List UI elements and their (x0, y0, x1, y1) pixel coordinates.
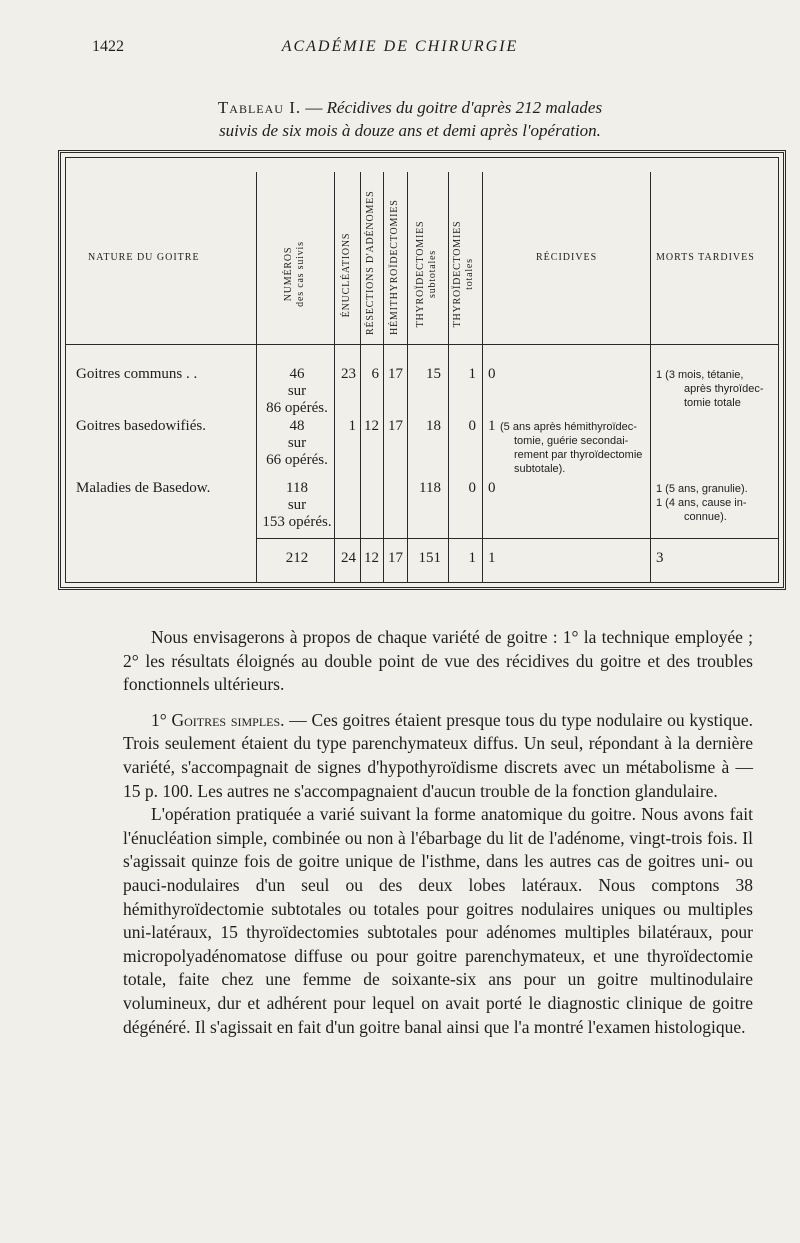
header-rule (66, 344, 778, 345)
total-hemithyro: 17 (388, 550, 403, 566)
recurrence-table (58, 150, 786, 590)
header-subtotales-line1: THYROÏDECTOMIES (415, 220, 426, 328)
caption-line1: Récidives du goitre d'après 212 malades (326, 98, 603, 117)
total-recidives: 1 (488, 550, 496, 566)
header-resections: RÉSECTIONS D'ADÉNOMES (365, 190, 376, 335)
totals-rule (256, 538, 778, 539)
row1-morts (656, 368, 786, 410)
row2-totales: 0 (468, 418, 476, 434)
row2-cases-sur: sur (287, 435, 307, 451)
row3-morts-line: 1 (4 ans, cause in- (656, 497, 747, 509)
row2-recidives: 1 (488, 418, 496, 434)
header-hemithyro: HÉMITHYROÏDECTOMIES (389, 199, 400, 335)
table-caption (60, 96, 760, 142)
header-subtotales (415, 214, 439, 334)
row3-totales: 0 (468, 480, 476, 496)
row3-subtotales: 118 (419, 480, 441, 496)
caption-label: Tableau I. (217, 98, 302, 117)
row1-morts-line: après thyroïdec- (684, 383, 764, 395)
body-text (123, 626, 753, 1039)
total-enucleations: 24 (341, 550, 356, 566)
col-divider (256, 172, 257, 582)
header-subtotales-line2: subtotales (427, 250, 438, 298)
running-head: ACADÉMIE DE CHIRURGIE (281, 38, 519, 55)
total-morts: 3 (656, 550, 664, 566)
row1-totales: 1 (468, 366, 476, 382)
header-numeros-line1: NUMÉROS (283, 246, 294, 302)
paragraph-2-dash: — (289, 709, 307, 730)
paragraph-1: Nous envisagerons à propos de chaque variété de goitre : 1° la technique employée ; 2° les résultats éloignés au double point de vue des récidives du goitre et des troubles fonctionnels ultérieurs. (123, 627, 753, 695)
header-morts: MORTS TARDIVES (656, 252, 755, 263)
row3-recidives: 0 (488, 480, 496, 496)
paragraph-2 (123, 709, 753, 803)
caption-dash: — (305, 98, 323, 117)
row1-cases (262, 366, 332, 417)
row2-recidives-line: (5 ans après hémithyroïdec- (500, 421, 637, 433)
total-subtotales: 151 (418, 550, 441, 566)
row2-enucleations: 1 (348, 418, 356, 434)
total-totales: 1 (468, 550, 476, 566)
header-totales (452, 214, 476, 334)
table-inner-border (65, 157, 779, 583)
row2-resections: 12 (364, 418, 379, 434)
total-resections: 12 (364, 550, 379, 566)
row3-cases-operes: 153 opérés. (262, 514, 332, 530)
total-cases: 212 (285, 550, 309, 566)
row2-recidives-line: tomie, guérie secondai- (514, 435, 629, 447)
row2-hemithyro: 17 (388, 418, 403, 434)
row1-cases-operes: 86 opérés. (266, 400, 328, 416)
row1-subtotales: 15 (426, 366, 441, 382)
row1-cases-sur: sur (287, 383, 307, 399)
row2-recidives-line: rement par thyroïdectomie (514, 449, 643, 461)
header-totales-line1: THYROÏDECTOMIES (452, 220, 463, 328)
header-recidives: RÉCIDIVES (536, 252, 598, 263)
row3-morts-line: connue). (684, 511, 727, 523)
row1-hemithyro: 17 (388, 366, 403, 382)
row1-enucleations: 23 (341, 366, 356, 382)
row2-cases (262, 418, 332, 469)
row2-subtotales: 18 (426, 418, 441, 434)
col-divider (482, 172, 483, 582)
row2-recidives-note (500, 420, 648, 476)
row1-cases-count: 46 (289, 366, 305, 382)
row1-morts-line: tomie totale (684, 397, 741, 409)
row2-cases-count: 48 (289, 418, 305, 434)
header-totales-line2: totales (464, 258, 475, 290)
col-divider (650, 172, 651, 582)
row3-morts-line: 1 (5 ans, granulie). (656, 483, 748, 495)
header-nature: NATURE DU GOITRE (88, 252, 200, 263)
row2-recidives-line: subtotale). (514, 463, 566, 475)
row1-morts-line: 1 (3 mois, tétanie, (656, 369, 744, 381)
row3-cases-sur: sur (287, 497, 307, 513)
header-enucleations: ÉNUCLÉATIONS (341, 232, 352, 318)
row3-cases (262, 480, 332, 531)
row1-recidives: 0 (488, 366, 496, 382)
row3-nature: Maladies de Basedow. (76, 480, 211, 496)
paragraph-3: L'opération pratiquée a varié suivant la forme anatomique du goitre. Nous avons fait l'énucléation simple, combinée ou non à l'ébarbage du lit de l'adénome, vingt-trois fois. Il s'agissait quinze fois de goitre unique de l'isthme, dans les autres cas de goitres uni- ou pauci-nodulaires d'un seul ou des deux lobes latéraux. Nous comptons 38 hémithyroïdectomie subtotales ou totales pour goitres nodulaires uniques ou multiples uni-latéraux, 15 thyroïdectomies subtotales pour adénomes multiples bilatéraux, pour micropolyadénomatose diffuse ou pour goitre parenchymateux, et une thyroïdectomie totale, faite chez une femme de soixante-six ans pour un goitre multinodulaire volumineux, dur et adhérent pour lequel on avait porté le diagnostic clinique de goitre dégénéré. Il s'agissait en fait d'un goitre banal ainsi que l'a montré l'examen histologique. (123, 804, 753, 1037)
row3-morts (656, 482, 786, 524)
page-number: 1422 (92, 38, 124, 55)
row1-resections: 6 (371, 366, 379, 382)
row3-cases-count: 118 (286, 480, 308, 496)
row2-cases-operes: 66 opérés. (266, 452, 328, 468)
row2-nature: Goitres basedowifiés. (76, 418, 206, 434)
header-numeros (283, 214, 307, 334)
header-numeros-line2: des cas suivis (295, 241, 306, 307)
paragraph-2-text: Ces goitres étaient presque tous du type nodulaire ou kystique. Trois seulement étaient du type parenchymateux diffus. Un seul, répondant à la dernière variété, s'accompagnait de signes d'hypothyroïdisme discrets avec un métabolisme à — 15 p. 100. Les autres ne s'accompagnaient d'aucun trouble de la fonction glandulaire. (123, 709, 754, 801)
row1-nature: Goitres communs . . (76, 366, 198, 382)
caption-line2: suivis de six mois à douze ans et demi après l'opération. (219, 121, 601, 140)
paragraph-2-heading: 1° Goitres simples. (151, 709, 285, 730)
